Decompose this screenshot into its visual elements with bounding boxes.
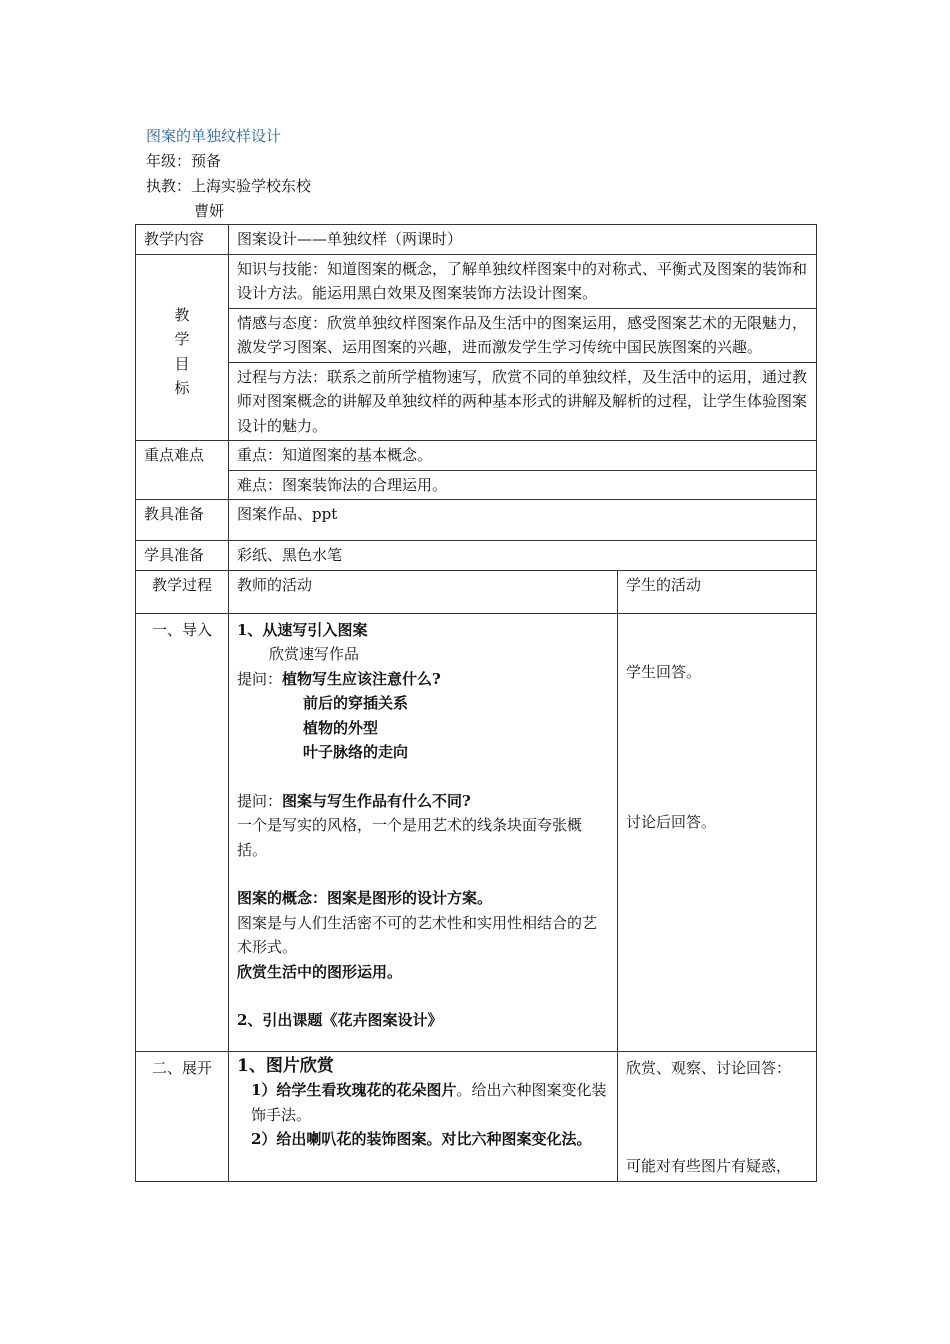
section1-student bbox=[618, 613, 817, 1051]
row-goal-process bbox=[136, 362, 817, 441]
section2-label: 二、展开 bbox=[136, 1051, 229, 1181]
section2-item1 bbox=[237, 1078, 609, 1127]
section2-teacher bbox=[229, 1051, 618, 1181]
process-label: 教学过程 bbox=[136, 570, 229, 613]
section1-label: 一、导入 bbox=[136, 613, 229, 1051]
section1-teacher bbox=[229, 613, 618, 1051]
question1-answer: 前后的穿插关系 bbox=[303, 694, 409, 712]
goals-label-char: 目 bbox=[174, 354, 190, 373]
row-student-tools bbox=[136, 541, 817, 571]
question2 bbox=[237, 789, 609, 814]
row-section-expand bbox=[136, 1051, 817, 1181]
row-key-point bbox=[136, 441, 817, 471]
document-title: 图案的单独纹样设计 bbox=[146, 127, 282, 145]
content-value: 图案设计——单独纹样（两课时） bbox=[229, 225, 817, 255]
teacher-column-header: 教师的活动 bbox=[229, 570, 618, 613]
goal-knowledge: 知识与技能：知道图案的概念，了解单独纹样图案中的对称式、平衡式及图案的装饰和设计方法。能运用黑白效果及图案装饰方法设计图案。 bbox=[229, 254, 817, 308]
section2-student bbox=[618, 1051, 817, 1181]
student-tools-label: 学具准备 bbox=[136, 541, 229, 571]
content-label: 教学内容 bbox=[136, 225, 229, 255]
spacer bbox=[237, 862, 609, 886]
section2-item2: 2）给出喇叭花的装饰图案。对比六种图案变化法。 bbox=[251, 1130, 592, 1148]
lesson-plan-table bbox=[135, 224, 817, 1182]
question1-answer: 植物的外型 bbox=[303, 718, 379, 737]
tools-label: 教具准备 bbox=[136, 500, 229, 541]
spacer bbox=[237, 765, 609, 789]
row-process-header bbox=[136, 570, 817, 613]
section2-heading: 1、图片欣赏 bbox=[237, 1055, 334, 1076]
life-use: 欣赏生活中的图形运用。 bbox=[237, 962, 403, 981]
spacer bbox=[237, 984, 609, 1008]
row-tools bbox=[136, 500, 817, 541]
question1-text: 植物写生应该注意什么? bbox=[282, 669, 441, 688]
section2-item1-rest: 。给出六种图案变化装饰手法。 bbox=[251, 1081, 607, 1124]
pattern-concept-desc: 图案是与人们生活密不可的艺术性和实用性相结合的艺术形式。 bbox=[237, 913, 598, 956]
document-header bbox=[146, 124, 311, 224]
tools-value: 图案作品、ppt bbox=[229, 500, 817, 541]
teacher-school-line: 执教：上海实验学校东校 bbox=[146, 177, 312, 195]
lesson-topic: 2、引出课题《花卉图案设计》 bbox=[237, 1011, 443, 1029]
teacher-name: 曹妍 bbox=[194, 202, 225, 220]
goals-label-char: 教 bbox=[174, 305, 190, 324]
student-answer-2: 讨论后回答。 bbox=[626, 813, 717, 831]
question1 bbox=[237, 667, 609, 692]
section2-student-answer-1: 欣赏、观察、讨论回答： bbox=[626, 1058, 792, 1077]
row-goal-emotion bbox=[136, 308, 817, 362]
question1-prefix: 提问： bbox=[237, 669, 283, 688]
student-tools-value: 彩纸、黑色水笔 bbox=[229, 541, 817, 571]
question2-answer: 一个是写实的风格，一个是用艺术的线条块面夸张概括。 bbox=[237, 816, 583, 859]
student-answer-1: 学生回答。 bbox=[626, 662, 702, 681]
hard-point: 难点：图案装饰法的合理运用。 bbox=[229, 470, 817, 500]
grade-line: 年级：预备 bbox=[146, 152, 222, 170]
pattern-concept: 图案的概念：图案是图形的设计方案。 bbox=[237, 889, 493, 907]
question2-prefix: 提问： bbox=[237, 791, 283, 810]
section1-appreciate: 欣赏速写作品 bbox=[269, 645, 360, 663]
goal-process: 过程与方法：联系之前所学植物速写，欣赏不同的单独纹样，及生活中的运用，通过教师对图案概念的讲解及单独纹样的两种基本形式的讲解及解析的过程，让学生体验图案设计的魅力。 bbox=[229, 362, 817, 441]
spacer bbox=[626, 1080, 808, 1154]
key-point: 重点：知道图案的基本概念。 bbox=[229, 441, 817, 471]
goals-label-char: 学 bbox=[174, 330, 190, 348]
section2-item1-bold: 1）给学生看玫瑰花的花朵图片 bbox=[251, 1081, 457, 1099]
row-section-intro bbox=[136, 613, 817, 1051]
spacer bbox=[626, 618, 808, 660]
spacer bbox=[626, 684, 808, 810]
row-goal-knowledge bbox=[136, 254, 817, 308]
section1-heading: 1、从速写引入图案 bbox=[237, 620, 368, 639]
question1-answer: 叶子脉络的走向 bbox=[303, 743, 409, 761]
section2-student-answer-2: 可能对有些图片有疑惑， bbox=[626, 1157, 792, 1175]
row-hard-point bbox=[136, 470, 817, 500]
key-label: 重点难点 bbox=[136, 441, 229, 500]
question2-text: 图案与写生作品有什么不同? bbox=[282, 791, 471, 810]
row-content bbox=[136, 225, 817, 255]
student-column-header: 学生的活动 bbox=[618, 570, 817, 613]
goals-label-char: 标 bbox=[174, 379, 190, 397]
goals-label bbox=[136, 254, 229, 441]
goal-emotion: 情感与态度：欣赏单独纹样图案作品及生活中的图案运用，感受图案艺术的无限魅力，激发学习图案、运用图案的兴趣，进而激发学生学习传统中国民族图案的兴趣。 bbox=[229, 308, 817, 362]
